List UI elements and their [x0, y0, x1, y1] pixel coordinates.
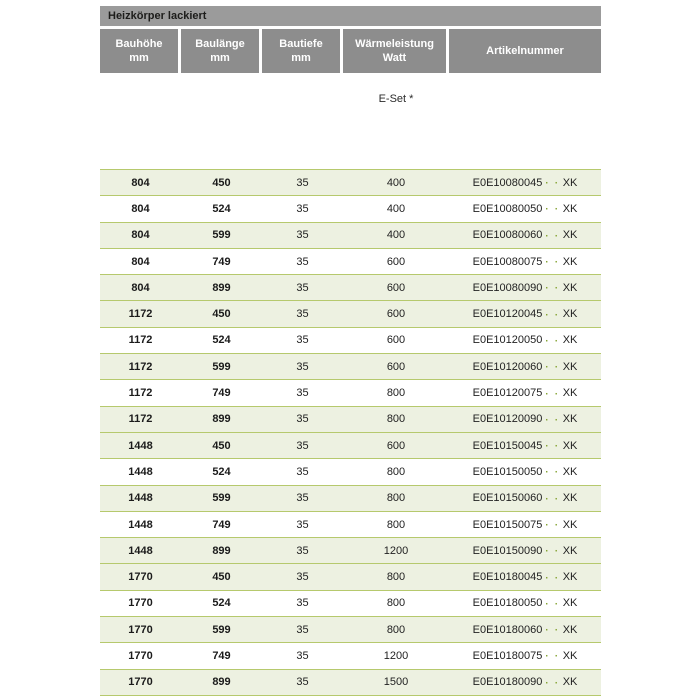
- artikel-suffix: XK: [562, 255, 578, 268]
- artikel-prefix: E0E10150075: [472, 518, 543, 531]
- cell-baulaenge: 749: [212, 518, 231, 531]
- cell-bautiefe: 35: [296, 413, 309, 426]
- cell-baulaenge: 599: [212, 360, 231, 373]
- table-row: [100, 301, 601, 327]
- cell-watt: 800: [386, 465, 406, 478]
- artikel-suffix: XK: [562, 308, 578, 321]
- cell-artikelnummer: [449, 301, 601, 326]
- artikel-dots: ∙ ∙: [545, 178, 560, 190]
- table-row: [100, 512, 601, 538]
- header-unit: mm: [291, 52, 311, 64]
- cell-bautiefe: 35: [296, 229, 309, 242]
- cell-watt: 1200: [383, 649, 409, 662]
- cell-watt: 400: [386, 229, 406, 242]
- table-row: [100, 459, 601, 485]
- cell-bauhoehe: 1448: [128, 439, 153, 452]
- artikel-dots: ∙ ∙: [545, 309, 560, 321]
- artikel-dots: ∙ ∙: [545, 335, 560, 347]
- header-label: Bauhöhe: [115, 38, 163, 50]
- cell-baulaenge: 524: [212, 597, 231, 610]
- artikel-prefix: E0E10150090: [472, 544, 543, 557]
- cell-bauhoehe: 1770: [128, 571, 153, 584]
- table-row: [100, 170, 601, 196]
- artikel-prefix: E0E10150045: [472, 439, 543, 452]
- cell-bauhoehe: 1172: [128, 413, 153, 426]
- artikel-prefix: E0E10120045: [472, 308, 543, 321]
- table-row: [100, 538, 601, 564]
- artikel-prefix: E0E10150050: [472, 465, 543, 478]
- table-title-bar: [100, 6, 601, 26]
- cell-bauhoehe: 1448: [128, 492, 153, 505]
- cell-baulaenge: 599: [212, 492, 231, 505]
- cell-baulaenge: 899: [212, 676, 231, 689]
- header-unit: mm: [129, 52, 149, 64]
- cell-bauhoehe: 1172: [128, 308, 153, 321]
- table-row: [100, 223, 601, 249]
- artikel-suffix: XK: [562, 202, 578, 215]
- cell-bauhoehe: 804: [131, 176, 150, 189]
- cell-watt: 600: [386, 281, 406, 294]
- artikel-dots: ∙ ∙: [545, 204, 560, 216]
- cell-bautiefe: 35: [296, 571, 309, 584]
- header-unit: mm: [210, 52, 230, 64]
- table-body: [100, 170, 601, 696]
- artikel-suffix: XK: [562, 571, 578, 584]
- cell-artikelnummer: [449, 512, 601, 537]
- cell-bautiefe: 35: [296, 334, 309, 347]
- artikel-dots: ∙ ∙: [545, 467, 560, 479]
- cell-artikelnummer: [449, 380, 601, 405]
- table-row: [100, 354, 601, 380]
- header-label: Wärmeleistung: [355, 38, 434, 50]
- header-cell-artikelnummer: [449, 29, 601, 73]
- artikel-dots: ∙ ∙: [545, 257, 560, 269]
- artikel-prefix: E0E10150060: [472, 492, 543, 505]
- cell-watt: 600: [386, 255, 406, 268]
- cell-artikelnummer: [449, 433, 601, 458]
- header-label: Baulänge: [195, 38, 245, 50]
- table-row: [100, 433, 601, 459]
- cell-baulaenge: 749: [212, 649, 231, 662]
- artikel-dots: ∙ ∙: [545, 520, 560, 531]
- artikel-suffix: XK: [562, 413, 578, 426]
- cell-artikelnummer: [449, 354, 601, 379]
- header-unit: Watt: [382, 52, 407, 64]
- cell-bauhoehe: 1448: [128, 518, 153, 531]
- cell-watt: 800: [386, 571, 406, 584]
- cell-bauhoehe: 1770: [128, 649, 153, 662]
- cell-bautiefe: 35: [296, 255, 309, 268]
- cell-baulaenge: 450: [212, 439, 231, 452]
- header-cell-bautiefe: [262, 29, 340, 73]
- artikel-suffix: XK: [562, 649, 578, 662]
- cell-baulaenge: 524: [212, 465, 231, 478]
- cell-watt: 400: [386, 202, 406, 215]
- artikel-prefix: E0E10080050: [472, 202, 543, 215]
- cell-bautiefe: 35: [296, 176, 309, 189]
- artikel-dots: ∙ ∙: [545, 572, 560, 584]
- table-header-row: [100, 29, 601, 73]
- artikel-suffix: XK: [562, 623, 578, 636]
- table-row: [100, 643, 601, 669]
- cell-artikelnummer: [449, 643, 601, 668]
- cell-baulaenge: 899: [212, 544, 231, 557]
- cell-artikelnummer: [449, 249, 601, 274]
- cell-watt: 800: [386, 518, 406, 531]
- cell-bauhoehe: 1770: [128, 676, 153, 689]
- cell-artikelnummer: [449, 196, 601, 221]
- header-cell-waermeleistung: [343, 29, 446, 73]
- artikel-dots: ∙ ∙: [545, 230, 560, 242]
- cell-bautiefe: 35: [296, 544, 309, 557]
- cell-baulaenge: 450: [212, 176, 231, 189]
- cell-bautiefe: 35: [296, 597, 309, 610]
- table-row: [100, 564, 601, 590]
- cell-artikelnummer: [449, 670, 601, 695]
- cell-bautiefe: 35: [296, 360, 309, 373]
- artikel-prefix: E0E10080075: [472, 255, 543, 268]
- cell-bautiefe: 35: [296, 281, 309, 294]
- table-row: [100, 670, 601, 696]
- header-label: Bautiefe: [279, 38, 323, 50]
- cell-artikelnummer: [449, 223, 601, 248]
- cell-baulaenge: 749: [212, 387, 231, 400]
- cell-baulaenge: 599: [212, 623, 231, 636]
- cell-bautiefe: 35: [296, 492, 309, 505]
- artikel-suffix: XK: [562, 176, 578, 189]
- artikel-dots: ∙ ∙: [545, 493, 560, 505]
- cell-artikelnummer: [449, 328, 601, 353]
- cell-artikelnummer: [449, 459, 601, 484]
- cell-artikelnummer: [449, 275, 601, 300]
- artikel-suffix: XK: [562, 387, 578, 400]
- cell-watt: 600: [386, 334, 406, 347]
- table-row: [100, 591, 601, 617]
- cell-watt: 800: [386, 623, 406, 636]
- table-row: [100, 328, 601, 354]
- cell-baulaenge: 599: [212, 229, 231, 242]
- cell-baulaenge: 524: [212, 202, 231, 215]
- artikel-prefix: E0E10120050: [472, 334, 543, 347]
- cell-bauhoehe: 1770: [128, 623, 153, 636]
- artikel-prefix: E0E10080045: [472, 176, 543, 189]
- cell-baulaenge: 450: [212, 571, 231, 584]
- artikel-prefix: E0E10180060: [472, 623, 543, 636]
- cell-watt: 600: [386, 308, 406, 321]
- artikel-suffix: XK: [562, 360, 578, 373]
- cell-bauhoehe: 1172: [128, 387, 153, 400]
- cell-bautiefe: 35: [296, 465, 309, 478]
- artikel-dots: ∙ ∙: [545, 677, 560, 689]
- cell-watt: 600: [386, 360, 406, 373]
- artikel-suffix: XK: [562, 597, 578, 610]
- cell-bautiefe: 35: [296, 308, 309, 321]
- artikel-suffix: XK: [562, 439, 578, 452]
- cell-watt: 800: [386, 387, 406, 400]
- cell-baulaenge: 450: [212, 308, 231, 321]
- artikel-prefix: E0E10180090: [472, 676, 543, 689]
- cell-artikelnummer: [449, 407, 601, 432]
- artikel-dots: ∙ ∙: [545, 625, 560, 637]
- artikel-dots: ∙ ∙: [545, 388, 560, 400]
- cell-watt: 600: [386, 439, 406, 452]
- cell-bauhoehe: 1172: [128, 360, 153, 373]
- artikel-prefix: E0E10180045: [472, 571, 543, 584]
- cell-baulaenge: 899: [212, 281, 231, 294]
- cell-watt: 1500: [383, 676, 409, 689]
- artikel-dots: ∙ ∙: [545, 362, 560, 374]
- artikel-prefix: E0E10180075: [472, 649, 543, 662]
- artikel-dots: ∙ ∙: [545, 441, 560, 453]
- cell-artikelnummer: [449, 617, 601, 642]
- eset-label: E-Set *: [378, 93, 414, 105]
- table-row: [100, 275, 601, 301]
- cell-bautiefe: 35: [296, 676, 309, 689]
- table-row: [100, 196, 601, 222]
- cell-watt: 400: [386, 176, 406, 189]
- header-cell-bauhoehe: [100, 29, 178, 73]
- table-row: [100, 380, 601, 406]
- cell-baulaenge: 749: [212, 255, 231, 268]
- cell-bauhoehe: 1770: [128, 597, 153, 610]
- artikel-suffix: XK: [562, 544, 578, 557]
- artikel-suffix: XK: [562, 229, 578, 242]
- cell-baulaenge: 899: [212, 413, 231, 426]
- cell-bautiefe: 35: [296, 202, 309, 215]
- artikel-dots: ∙ ∙: [545, 546, 560, 558]
- artikel-dots: ∙ ∙: [545, 414, 560, 426]
- artikel-suffix: XK: [562, 676, 578, 689]
- artikel-suffix: XK: [562, 518, 578, 531]
- cell-watt: 800: [386, 597, 406, 610]
- artikel-prefix: E0E10120060: [472, 360, 543, 373]
- cell-bautiefe: 35: [296, 518, 309, 531]
- cell-artikelnummer: [449, 486, 601, 511]
- table-row: [100, 486, 601, 512]
- table-row: [100, 249, 601, 275]
- cell-watt: 800: [386, 492, 406, 505]
- artikel-suffix: XK: [562, 465, 578, 478]
- table-row: [100, 407, 601, 433]
- artikel-suffix: XK: [562, 492, 578, 505]
- artikel-prefix: E0E10120075: [472, 387, 543, 400]
- artikel-dots: ∙ ∙: [545, 598, 560, 610]
- product-table: [100, 6, 601, 696]
- cell-artikelnummer: [449, 538, 601, 563]
- cell-bauhoehe: 1448: [128, 544, 153, 557]
- table-row: [100, 617, 601, 643]
- artikel-prefix: E0E10120090: [472, 413, 543, 426]
- cell-baulaenge: 524: [212, 334, 231, 347]
- cell-artikelnummer: [449, 564, 601, 589]
- cell-artikelnummer: [449, 170, 601, 195]
- cell-bauhoehe: 1448: [128, 465, 153, 478]
- cell-watt: 800: [386, 413, 406, 426]
- cell-bauhoehe: 804: [131, 229, 150, 242]
- artikel-prefix: E0E10080060: [472, 229, 543, 242]
- header-cell-baulaenge: [181, 29, 259, 73]
- cell-bautiefe: 35: [296, 623, 309, 636]
- cell-bauhoehe: 804: [131, 202, 150, 215]
- artikel-suffix: XK: [562, 281, 578, 294]
- table-title: Heizkörper lackiert: [108, 10, 207, 22]
- cell-bautiefe: 35: [296, 387, 309, 400]
- cell-bautiefe: 35: [296, 439, 309, 452]
- cell-bauhoehe: 804: [131, 281, 150, 294]
- artikel-prefix: E0E10180050: [472, 597, 543, 610]
- cell-bautiefe: 35: [296, 649, 309, 662]
- header-label: Artikelnummer: [486, 45, 564, 57]
- artikel-dots: ∙ ∙: [545, 283, 560, 295]
- subheader-row: [100, 73, 601, 170]
- artikel-dots: ∙ ∙: [545, 651, 560, 663]
- artikel-suffix: XK: [562, 334, 578, 347]
- artikel-prefix: E0E10080090: [472, 281, 543, 294]
- cell-bauhoehe: 804: [131, 255, 150, 268]
- cell-bauhoehe: 1172: [128, 334, 153, 347]
- cell-artikelnummer: [449, 591, 601, 616]
- cell-watt: 1200: [383, 544, 409, 557]
